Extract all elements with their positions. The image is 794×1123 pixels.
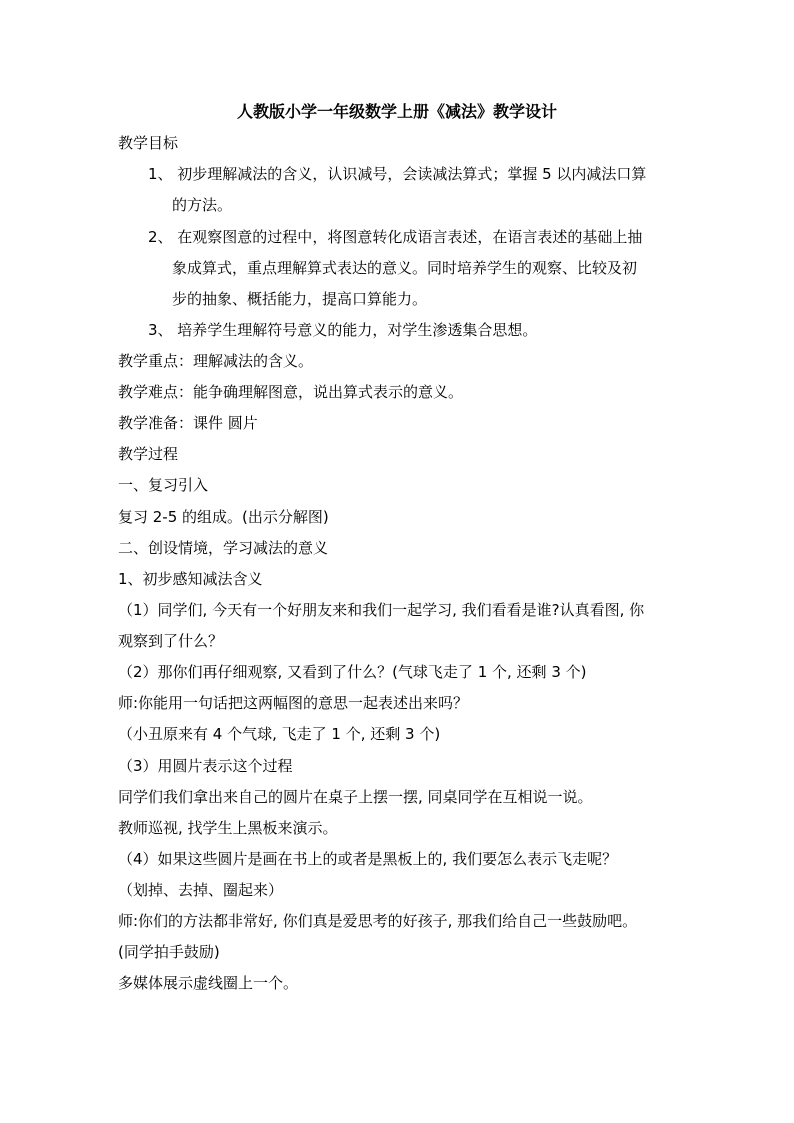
teaching-key-point: 教学重点：理解减法的含义。: [118, 352, 314, 370]
heading-teaching-goals: 教学目标: [118, 134, 179, 152]
step-2: （2）那你们再仔细观察, 又看到了什么？(气球飞走了 1 个, 还剩 3 个): [118, 663, 587, 681]
step-1-cont: 观察到了什么？: [118, 632, 224, 650]
students-applause: (同学拍手鼓励): [118, 943, 220, 961]
step-4: （4）如果这些圆片是画在书上的或者是黑板上的, 我们要怎么表示飞走呢？: [118, 850, 618, 868]
goal-item-2-cont: 步的抽象、概括能力，提高口算能力。: [172, 290, 428, 308]
step-1: （1）同学们, 今天有一个好朋友来和我们一起学习, 我们看看是谁?认真看图, 你: [118, 601, 645, 619]
teacher-patrol: 教师巡视, 找学生上黑板来演示。: [118, 819, 338, 837]
teacher-praise: 师:你们的方法都非常好, 你们真是爱思考的好孩子, 那我们给自己一些鼓励吧。: [118, 912, 638, 930]
goal-item-3: 3、 培养学生理解符号意义的能力，对学生渗透集合思想。: [148, 321, 538, 339]
goal-item-2: 2、 在观察图意的过程中，将图意转化成语言表述，在语言表述的基础上抽: [148, 228, 643, 246]
subsection-perceive: 1、初步感知减法含义: [118, 570, 263, 588]
multimedia-display: 多媒体展示虚线圈上一个。: [118, 974, 299, 992]
step-4-answer: （划掉、去掉、圈起来）: [118, 881, 284, 899]
section-review: 一、复习引入: [118, 476, 209, 494]
section-situation: 二、创设情境，学习减法的意义: [118, 539, 329, 557]
goal-item-1: 1、 初步理解减法的含义，认识减号，会读减法算式；掌握 5 以内减法口算: [148, 165, 647, 183]
teaching-preparation: 教学准备：课件 圆片: [118, 414, 258, 432]
goal-item-2-cont: 象成算式，重点理解算式表达的意义。同时培养学生的观察、比较及初: [172, 259, 638, 277]
goal-item-1-cont: 的方法。: [172, 196, 233, 214]
review-text: 复习 2-5 的组成。(出示分解图): [118, 508, 329, 526]
student-answer: （小丑原来有 4 个气球, 飞走了 1 个, 还剩 3 个): [118, 725, 441, 743]
step-3-activity: 同学们我们拿出来自己的圆片在桌子上摆一摆, 同桌同学在互相说一说。: [118, 788, 593, 806]
step-3: （3）用圆片表示这个过程: [118, 757, 293, 775]
teaching-difficulty: 教学难点：能争确理解图意，说出算式表示的意义。: [118, 383, 464, 401]
teacher-question: 师:你能用一句话把这两幅图的意思一起表述出来吗？: [118, 694, 469, 712]
heading-teaching-process: 教学过程: [118, 445, 179, 463]
document-title: 人教版小学一年级数学上册《减法》教学设计: [236, 102, 557, 121]
